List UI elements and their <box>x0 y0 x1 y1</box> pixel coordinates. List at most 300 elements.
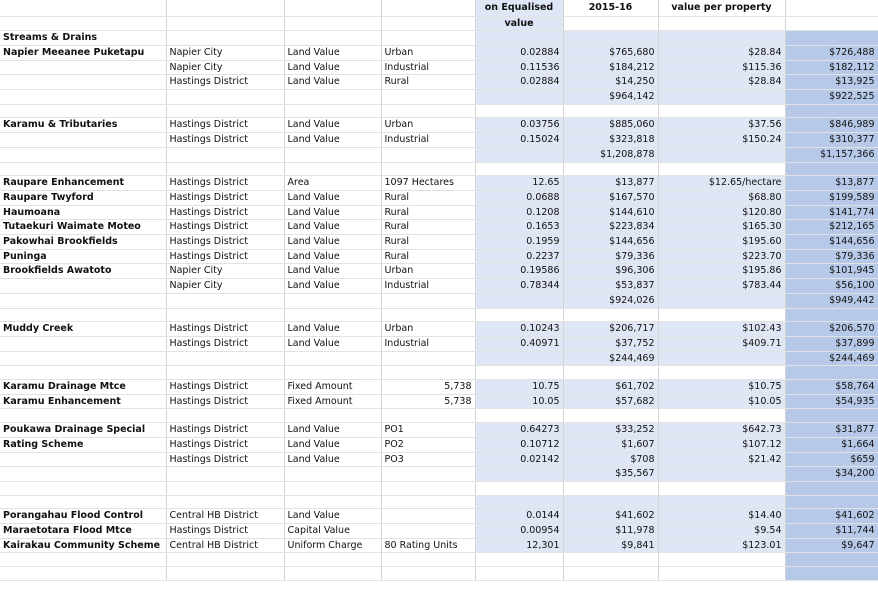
new-value-cell[interactable]: $9,647 <box>785 538 878 553</box>
new-value-cell[interactable]: $101,945 <box>785 264 878 279</box>
scheme-name-cell[interactable]: Puninga <box>0 249 166 264</box>
value-2015-16-cell[interactable]: $57,682 <box>563 394 658 409</box>
district-cell[interactable]: Napier City <box>166 264 284 279</box>
value-2015-16-cell[interactable]: $206,717 <box>563 322 658 337</box>
value-per-property-cell[interactable]: $37.56 <box>658 118 785 133</box>
basis-cell[interactable] <box>284 90 381 105</box>
cell[interactable] <box>0 0 166 16</box>
value-2015-16-cell[interactable]: $35,567 <box>563 467 658 482</box>
new-value-cell[interactable]: $58,764 <box>785 380 878 395</box>
cell[interactable] <box>0 16 166 31</box>
scheme-name-cell[interactable]: Karamu Enhancement <box>0 394 166 409</box>
district-cell[interactable] <box>166 147 284 162</box>
value-per-property-cell[interactable]: $642.73 <box>658 423 785 438</box>
basis-cell[interactable]: Land Value <box>284 452 381 467</box>
scheme-name-cell[interactable] <box>0 553 166 567</box>
scheme-name-cell[interactable] <box>0 90 166 105</box>
category-cell[interactable]: Rural <box>381 205 475 220</box>
scheme-name-cell[interactable]: Streams & Drains <box>0 31 166 46</box>
basis-cell[interactable]: Land Value <box>284 279 381 294</box>
category-cell[interactable]: Rural <box>381 249 475 264</box>
value-per-property-cell[interactable] <box>658 90 785 105</box>
value-2015-16-cell[interactable]: $11,978 <box>563 524 658 539</box>
new-value-cell[interactable]: $206,570 <box>785 322 878 337</box>
category-cell[interactable] <box>381 351 475 366</box>
district-cell[interactable]: Hastings District <box>166 380 284 395</box>
rate-cell[interactable]: 0.40971 <box>475 336 563 351</box>
scheme-name-cell[interactable] <box>0 351 166 366</box>
category-cell[interactable] <box>381 409 475 423</box>
value-per-property-cell[interactable] <box>658 481 785 495</box>
basis-cell[interactable]: Uniform Charge <box>284 538 381 553</box>
value-2015-16-cell[interactable]: $53,837 <box>563 279 658 294</box>
category-cell[interactable] <box>381 162 475 176</box>
basis-cell[interactable] <box>284 481 381 495</box>
cell[interactable] <box>166 16 284 31</box>
category-cell[interactable] <box>381 104 475 118</box>
value-2015-16-cell[interactable]: $79,336 <box>563 249 658 264</box>
new-value-cell[interactable] <box>785 162 878 176</box>
value-per-property-cell[interactable] <box>658 162 785 176</box>
value-2015-16-cell[interactable] <box>563 366 658 380</box>
header-value-per-property[interactable]: value per property <box>658 0 785 16</box>
new-value-cell[interactable] <box>785 481 878 495</box>
scheme-name-cell[interactable]: Karamu Drainage Mtce <box>0 380 166 395</box>
scheme-name-cell[interactable] <box>0 409 166 423</box>
rate-cell[interactable]: 0.02884 <box>475 75 563 90</box>
district-cell[interactable] <box>166 162 284 176</box>
basis-cell[interactable]: Land Value <box>284 509 381 524</box>
value-2015-16-cell[interactable]: $9,841 <box>563 538 658 553</box>
new-value-cell[interactable]: $31,877 <box>785 423 878 438</box>
new-value-cell[interactable]: $11,744 <box>785 524 878 539</box>
scheme-name-cell[interactable] <box>0 162 166 176</box>
value-per-property-cell[interactable]: $195.60 <box>658 235 785 250</box>
category-cell[interactable] <box>381 553 475 567</box>
category-cell[interactable]: Industrial <box>381 279 475 294</box>
scheme-name-cell[interactable] <box>0 481 166 495</box>
basis-cell[interactable] <box>284 366 381 380</box>
basis-cell[interactable] <box>284 104 381 118</box>
new-value-cell[interactable] <box>785 553 878 567</box>
new-value-cell[interactable] <box>785 495 878 509</box>
rate-cell[interactable]: 12,301 <box>475 538 563 553</box>
basis-cell[interactable] <box>284 31 381 46</box>
district-cell[interactable]: Central HB District <box>166 509 284 524</box>
scheme-name-cell[interactable] <box>0 495 166 509</box>
category-cell[interactable]: 5,738 <box>381 394 475 409</box>
district-cell[interactable] <box>166 495 284 509</box>
value-2015-16-cell[interactable]: $1,208,878 <box>563 147 658 162</box>
basis-cell[interactable] <box>284 409 381 423</box>
value-per-property-cell[interactable] <box>658 495 785 509</box>
value-2015-16-cell[interactable]: $144,656 <box>563 235 658 250</box>
district-cell[interactable] <box>166 467 284 482</box>
basis-cell[interactable]: Fixed Amount <box>284 380 381 395</box>
district-cell[interactable]: Hastings District <box>166 176 284 191</box>
basis-cell[interactable]: Fixed Amount <box>284 394 381 409</box>
cell[interactable] <box>381 16 475 31</box>
value-per-property-cell[interactable]: $223.70 <box>658 249 785 264</box>
value-2015-16-cell[interactable]: $37,752 <box>563 336 658 351</box>
basis-cell[interactable] <box>284 467 381 482</box>
district-cell[interactable] <box>166 409 284 423</box>
cell[interactable] <box>284 0 381 16</box>
district-cell[interactable]: Hastings District <box>166 452 284 467</box>
basis-cell[interactable]: Land Value <box>284 336 381 351</box>
basis-cell[interactable]: Land Value <box>284 220 381 235</box>
value-per-property-cell[interactable] <box>658 467 785 482</box>
category-cell[interactable] <box>381 524 475 539</box>
new-value-cell[interactable] <box>785 308 878 322</box>
header-year[interactable]: 2015-16 <box>563 0 658 16</box>
scheme-name-cell[interactable] <box>0 75 166 90</box>
new-value-cell[interactable]: $310,377 <box>785 133 878 148</box>
value-2015-16-cell[interactable]: $41,602 <box>563 509 658 524</box>
new-value-cell[interactable]: $141,774 <box>785 205 878 220</box>
scheme-name-cell[interactable]: Porangahau Flood Control <box>0 509 166 524</box>
new-value-cell[interactable] <box>785 31 878 46</box>
value-2015-16-cell[interactable]: $14,250 <box>563 75 658 90</box>
scheme-name-cell[interactable]: Raupare Twyford <box>0 190 166 205</box>
category-cell[interactable]: 1097 Hectares <box>381 176 475 191</box>
district-cell[interactable] <box>166 366 284 380</box>
rate-cell[interactable]: 0.78344 <box>475 279 563 294</box>
basis-cell[interactable] <box>284 147 381 162</box>
scheme-name-cell[interactable] <box>0 452 166 467</box>
scheme-name-cell[interactable] <box>0 104 166 118</box>
value-2015-16-cell[interactable]: $144,610 <box>563 205 658 220</box>
rate-cell[interactable]: 0.0144 <box>475 509 563 524</box>
district-cell[interactable] <box>166 553 284 567</box>
rate-cell[interactable] <box>475 481 563 495</box>
new-value-cell[interactable]: $79,336 <box>785 249 878 264</box>
rate-cell[interactable] <box>475 293 563 308</box>
value-per-property-cell[interactable]: $10.05 <box>658 394 785 409</box>
value-per-property-cell[interactable]: $12.65/hectare <box>658 176 785 191</box>
basis-cell[interactable]: Land Value <box>284 190 381 205</box>
new-value-cell[interactable]: $244,469 <box>785 351 878 366</box>
new-value-cell[interactable]: $659 <box>785 452 878 467</box>
rate-cell[interactable]: 0.1653 <box>475 220 563 235</box>
rate-cell[interactable]: 0.15024 <box>475 133 563 148</box>
value-per-property-cell[interactable]: $165.30 <box>658 220 785 235</box>
rate-cell[interactable]: 12.65 <box>475 176 563 191</box>
scheme-name-cell[interactable] <box>0 567 166 581</box>
value-2015-16-cell[interactable] <box>563 409 658 423</box>
value-2015-16-cell[interactable] <box>563 308 658 322</box>
basis-cell[interactable]: Land Value <box>284 118 381 133</box>
scheme-name-cell[interactable] <box>0 293 166 308</box>
category-cell[interactable] <box>381 308 475 322</box>
cell[interactable] <box>658 16 785 31</box>
scheme-name-cell[interactable]: Tutaekuri Waimate Moteo <box>0 220 166 235</box>
category-cell[interactable]: Rural <box>381 220 475 235</box>
rate-cell[interactable]: 0.00954 <box>475 524 563 539</box>
basis-cell[interactable]: Land Value <box>284 423 381 438</box>
category-cell[interactable]: Industrial <box>381 336 475 351</box>
basis-cell[interactable]: Capital Value <box>284 524 381 539</box>
district-cell[interactable]: Hastings District <box>166 220 284 235</box>
basis-cell[interactable]: Land Value <box>284 133 381 148</box>
rate-cell[interactable] <box>475 467 563 482</box>
basis-cell[interactable]: Land Value <box>284 45 381 60</box>
value-2015-16-cell[interactable]: $13,877 <box>563 176 658 191</box>
new-value-cell[interactable]: $726,488 <box>785 45 878 60</box>
rate-cell[interactable] <box>475 553 563 567</box>
district-cell[interactable] <box>166 567 284 581</box>
category-cell[interactable] <box>381 509 475 524</box>
category-cell[interactable]: PO1 <box>381 423 475 438</box>
category-cell[interactable]: PO3 <box>381 452 475 467</box>
rate-cell[interactable]: 0.0688 <box>475 190 563 205</box>
value-per-property-cell[interactable]: $123.01 <box>658 538 785 553</box>
scheme-name-cell[interactable]: Napier Meeanee Puketapu <box>0 45 166 60</box>
rate-cell[interactable] <box>475 147 563 162</box>
value-2015-16-cell[interactable]: $167,570 <box>563 190 658 205</box>
scheme-name-cell[interactable] <box>0 279 166 294</box>
rate-cell[interactable]: 0.10243 <box>475 322 563 337</box>
cell[interactable] <box>166 0 284 16</box>
value-per-property-cell[interactable] <box>658 308 785 322</box>
value-2015-16-cell[interactable]: $885,060 <box>563 118 658 133</box>
basis-cell[interactable]: Area <box>284 176 381 191</box>
district-cell[interactable]: Hastings District <box>166 205 284 220</box>
value-2015-16-cell[interactable]: $924,026 <box>563 293 658 308</box>
district-cell[interactable]: Hastings District <box>166 249 284 264</box>
district-cell[interactable]: Hastings District <box>166 235 284 250</box>
district-cell[interactable]: Hastings District <box>166 423 284 438</box>
district-cell[interactable] <box>166 104 284 118</box>
district-cell[interactable] <box>166 351 284 366</box>
new-value-cell[interactable] <box>785 567 878 581</box>
value-2015-16-cell[interactable]: $323,818 <box>563 133 658 148</box>
rate-cell[interactable] <box>475 351 563 366</box>
new-value-cell[interactable] <box>785 409 878 423</box>
value-per-property-cell[interactable]: $10.75 <box>658 380 785 395</box>
basis-cell[interactable] <box>284 308 381 322</box>
cell[interactable] <box>785 16 878 31</box>
rate-cell[interactable]: 0.1959 <box>475 235 563 250</box>
basis-cell[interactable]: Land Value <box>284 60 381 75</box>
new-value-cell[interactable]: $13,877 <box>785 176 878 191</box>
district-cell[interactable] <box>166 308 284 322</box>
value-per-property-cell[interactable]: $102.43 <box>658 322 785 337</box>
value-per-property-cell[interactable] <box>658 31 785 46</box>
rate-cell[interactable]: 10.05 <box>475 394 563 409</box>
value-2015-16-cell[interactable]: $96,306 <box>563 264 658 279</box>
rate-cell[interactable]: 0.19586 <box>475 264 563 279</box>
value-per-property-cell[interactable] <box>658 351 785 366</box>
value-per-property-cell[interactable]: $120.80 <box>658 205 785 220</box>
value-per-property-cell[interactable]: $783.44 <box>658 279 785 294</box>
value-2015-16-cell[interactable] <box>563 567 658 581</box>
category-cell[interactable] <box>381 495 475 509</box>
district-cell[interactable]: Hastings District <box>166 133 284 148</box>
category-cell[interactable] <box>381 31 475 46</box>
basis-cell[interactable] <box>284 553 381 567</box>
scheme-name-cell[interactable] <box>0 147 166 162</box>
value-per-property-cell[interactable]: $68.80 <box>658 190 785 205</box>
scheme-name-cell[interactable]: Haumoana <box>0 205 166 220</box>
basis-cell[interactable]: Land Value <box>284 437 381 452</box>
category-cell[interactable] <box>381 567 475 581</box>
district-cell[interactable]: Hastings District <box>166 75 284 90</box>
header-equalised-line1[interactable]: on Equalised <box>475 0 563 16</box>
rate-cell[interactable]: 0.02142 <box>475 452 563 467</box>
district-cell[interactable]: Hastings District <box>166 322 284 337</box>
category-cell[interactable]: Industrial <box>381 133 475 148</box>
district-cell[interactable]: Hastings District <box>166 524 284 539</box>
category-cell[interactable] <box>381 467 475 482</box>
basis-cell[interactable] <box>284 495 381 509</box>
basis-cell[interactable]: Land Value <box>284 205 381 220</box>
category-cell[interactable] <box>381 90 475 105</box>
value-per-property-cell[interactable] <box>658 147 785 162</box>
scheme-name-cell[interactable] <box>0 467 166 482</box>
new-value-cell[interactable]: $34,200 <box>785 467 878 482</box>
category-cell[interactable]: Rural <box>381 190 475 205</box>
value-2015-16-cell[interactable] <box>563 31 658 46</box>
district-cell[interactable] <box>166 31 284 46</box>
basis-cell[interactable] <box>284 162 381 176</box>
value-2015-16-cell[interactable]: $61,702 <box>563 380 658 395</box>
scheme-name-cell[interactable]: Karamu & Tributaries <box>0 118 166 133</box>
rate-cell[interactable]: 0.11536 <box>475 60 563 75</box>
value-per-property-cell[interactable] <box>658 104 785 118</box>
rate-cell[interactable]: 10.75 <box>475 380 563 395</box>
scheme-name-cell[interactable] <box>0 133 166 148</box>
value-2015-16-cell[interactable] <box>563 104 658 118</box>
basis-cell[interactable]: Land Value <box>284 235 381 250</box>
district-cell[interactable] <box>166 481 284 495</box>
category-cell[interactable] <box>381 481 475 495</box>
value-per-property-cell[interactable]: $9.54 <box>658 524 785 539</box>
rate-cell[interactable] <box>475 90 563 105</box>
rate-cell[interactable] <box>475 31 563 46</box>
new-value-cell[interactable]: $41,602 <box>785 509 878 524</box>
new-value-cell[interactable]: $144,656 <box>785 235 878 250</box>
value-per-property-cell[interactable]: $195.86 <box>658 264 785 279</box>
scheme-name-cell[interactable]: Poukawa Drainage Special <box>0 423 166 438</box>
district-cell[interactable] <box>166 90 284 105</box>
value-per-property-cell[interactable] <box>658 293 785 308</box>
scheme-name-cell[interactable]: Kairakau Community Scheme <box>0 538 166 553</box>
scheme-name-cell[interactable]: Brookfields Awatoto <box>0 264 166 279</box>
district-cell[interactable]: Hastings District <box>166 190 284 205</box>
value-per-property-cell[interactable]: $28.84 <box>658 45 785 60</box>
category-cell[interactable]: Urban <box>381 264 475 279</box>
new-value-cell[interactable]: $949,442 <box>785 293 878 308</box>
category-cell[interactable] <box>381 147 475 162</box>
header-equalised-line2[interactable]: value <box>475 16 563 31</box>
rate-cell[interactable]: 0.2237 <box>475 249 563 264</box>
rate-cell[interactable] <box>475 495 563 509</box>
district-cell[interactable]: Napier City <box>166 60 284 75</box>
rate-cell[interactable] <box>475 409 563 423</box>
value-per-property-cell[interactable] <box>658 567 785 581</box>
basis-cell[interactable]: Land Value <box>284 249 381 264</box>
new-value-cell[interactable]: $13,925 <box>785 75 878 90</box>
scheme-name-cell[interactable]: Muddy Creek <box>0 322 166 337</box>
value-per-property-cell[interactable]: $28.84 <box>658 75 785 90</box>
basis-cell[interactable]: Land Value <box>284 264 381 279</box>
new-value-cell[interactable]: $212,165 <box>785 220 878 235</box>
new-value-cell[interactable]: $1,664 <box>785 437 878 452</box>
rate-cell[interactable]: 0.1208 <box>475 205 563 220</box>
value-per-property-cell[interactable] <box>658 366 785 380</box>
value-2015-16-cell[interactable] <box>563 495 658 509</box>
new-value-cell[interactable]: $1,157,366 <box>785 147 878 162</box>
value-2015-16-cell[interactable]: $244,469 <box>563 351 658 366</box>
rate-cell[interactable]: 0.02884 <box>475 45 563 60</box>
scheme-name-cell[interactable] <box>0 336 166 351</box>
rate-cell[interactable] <box>475 567 563 581</box>
cell[interactable] <box>785 0 878 16</box>
value-2015-16-cell[interactable]: $33,252 <box>563 423 658 438</box>
category-cell[interactable]: Rural <box>381 235 475 250</box>
district-cell[interactable] <box>166 293 284 308</box>
scheme-name-cell[interactable]: Maraetotara Flood Mtce <box>0 524 166 539</box>
scheme-name-cell[interactable] <box>0 308 166 322</box>
cell[interactable] <box>563 16 658 31</box>
basis-cell[interactable] <box>284 293 381 308</box>
rate-cell[interactable]: 0.03756 <box>475 118 563 133</box>
new-value-cell[interactable]: $199,589 <box>785 190 878 205</box>
district-cell[interactable]: Napier City <box>166 279 284 294</box>
value-2015-16-cell[interactable]: $964,142 <box>563 90 658 105</box>
value-per-property-cell[interactable]: $115.36 <box>658 60 785 75</box>
scheme-name-cell[interactable]: Pakowhai Brookfields <box>0 235 166 250</box>
value-per-property-cell[interactable] <box>658 409 785 423</box>
category-cell[interactable] <box>381 293 475 308</box>
value-2015-16-cell[interactable]: $765,680 <box>563 45 658 60</box>
category-cell[interactable]: 80 Rating Units <box>381 538 475 553</box>
value-per-property-cell[interactable]: $150.24 <box>658 133 785 148</box>
category-cell[interactable] <box>381 366 475 380</box>
basis-cell[interactable] <box>284 351 381 366</box>
scheme-name-cell[interactable]: Raupare Enhancement <box>0 176 166 191</box>
value-per-property-cell[interactable]: $14.40 <box>658 509 785 524</box>
category-cell[interactable]: Urban <box>381 118 475 133</box>
category-cell[interactable]: Rural <box>381 75 475 90</box>
value-2015-16-cell[interactable] <box>563 162 658 176</box>
value-per-property-cell[interactable]: $21.42 <box>658 452 785 467</box>
district-cell[interactable]: Hastings District <box>166 336 284 351</box>
value-2015-16-cell[interactable] <box>563 481 658 495</box>
category-cell[interactable]: 5,738 <box>381 380 475 395</box>
district-cell[interactable]: Hastings District <box>166 394 284 409</box>
value-per-property-cell[interactable]: $409.71 <box>658 336 785 351</box>
new-value-cell[interactable]: $54,935 <box>785 394 878 409</box>
district-cell[interactable]: Napier City <box>166 45 284 60</box>
rate-cell[interactable]: 0.64273 <box>475 423 563 438</box>
value-per-property-cell[interactable] <box>658 553 785 567</box>
category-cell[interactable]: Industrial <box>381 60 475 75</box>
value-2015-16-cell[interactable]: $1,607 <box>563 437 658 452</box>
new-value-cell[interactable] <box>785 104 878 118</box>
rate-cell[interactable] <box>475 104 563 118</box>
scheme-name-cell[interactable] <box>0 60 166 75</box>
scheme-name-cell[interactable] <box>0 366 166 380</box>
district-cell[interactable]: Central HB District <box>166 538 284 553</box>
basis-cell[interactable]: Land Value <box>284 75 381 90</box>
value-2015-16-cell[interactable]: $184,212 <box>563 60 658 75</box>
rate-cell[interactable] <box>475 308 563 322</box>
new-value-cell[interactable] <box>785 366 878 380</box>
value-per-property-cell[interactable]: $107.12 <box>658 437 785 452</box>
new-value-cell[interactable]: $37,899 <box>785 336 878 351</box>
